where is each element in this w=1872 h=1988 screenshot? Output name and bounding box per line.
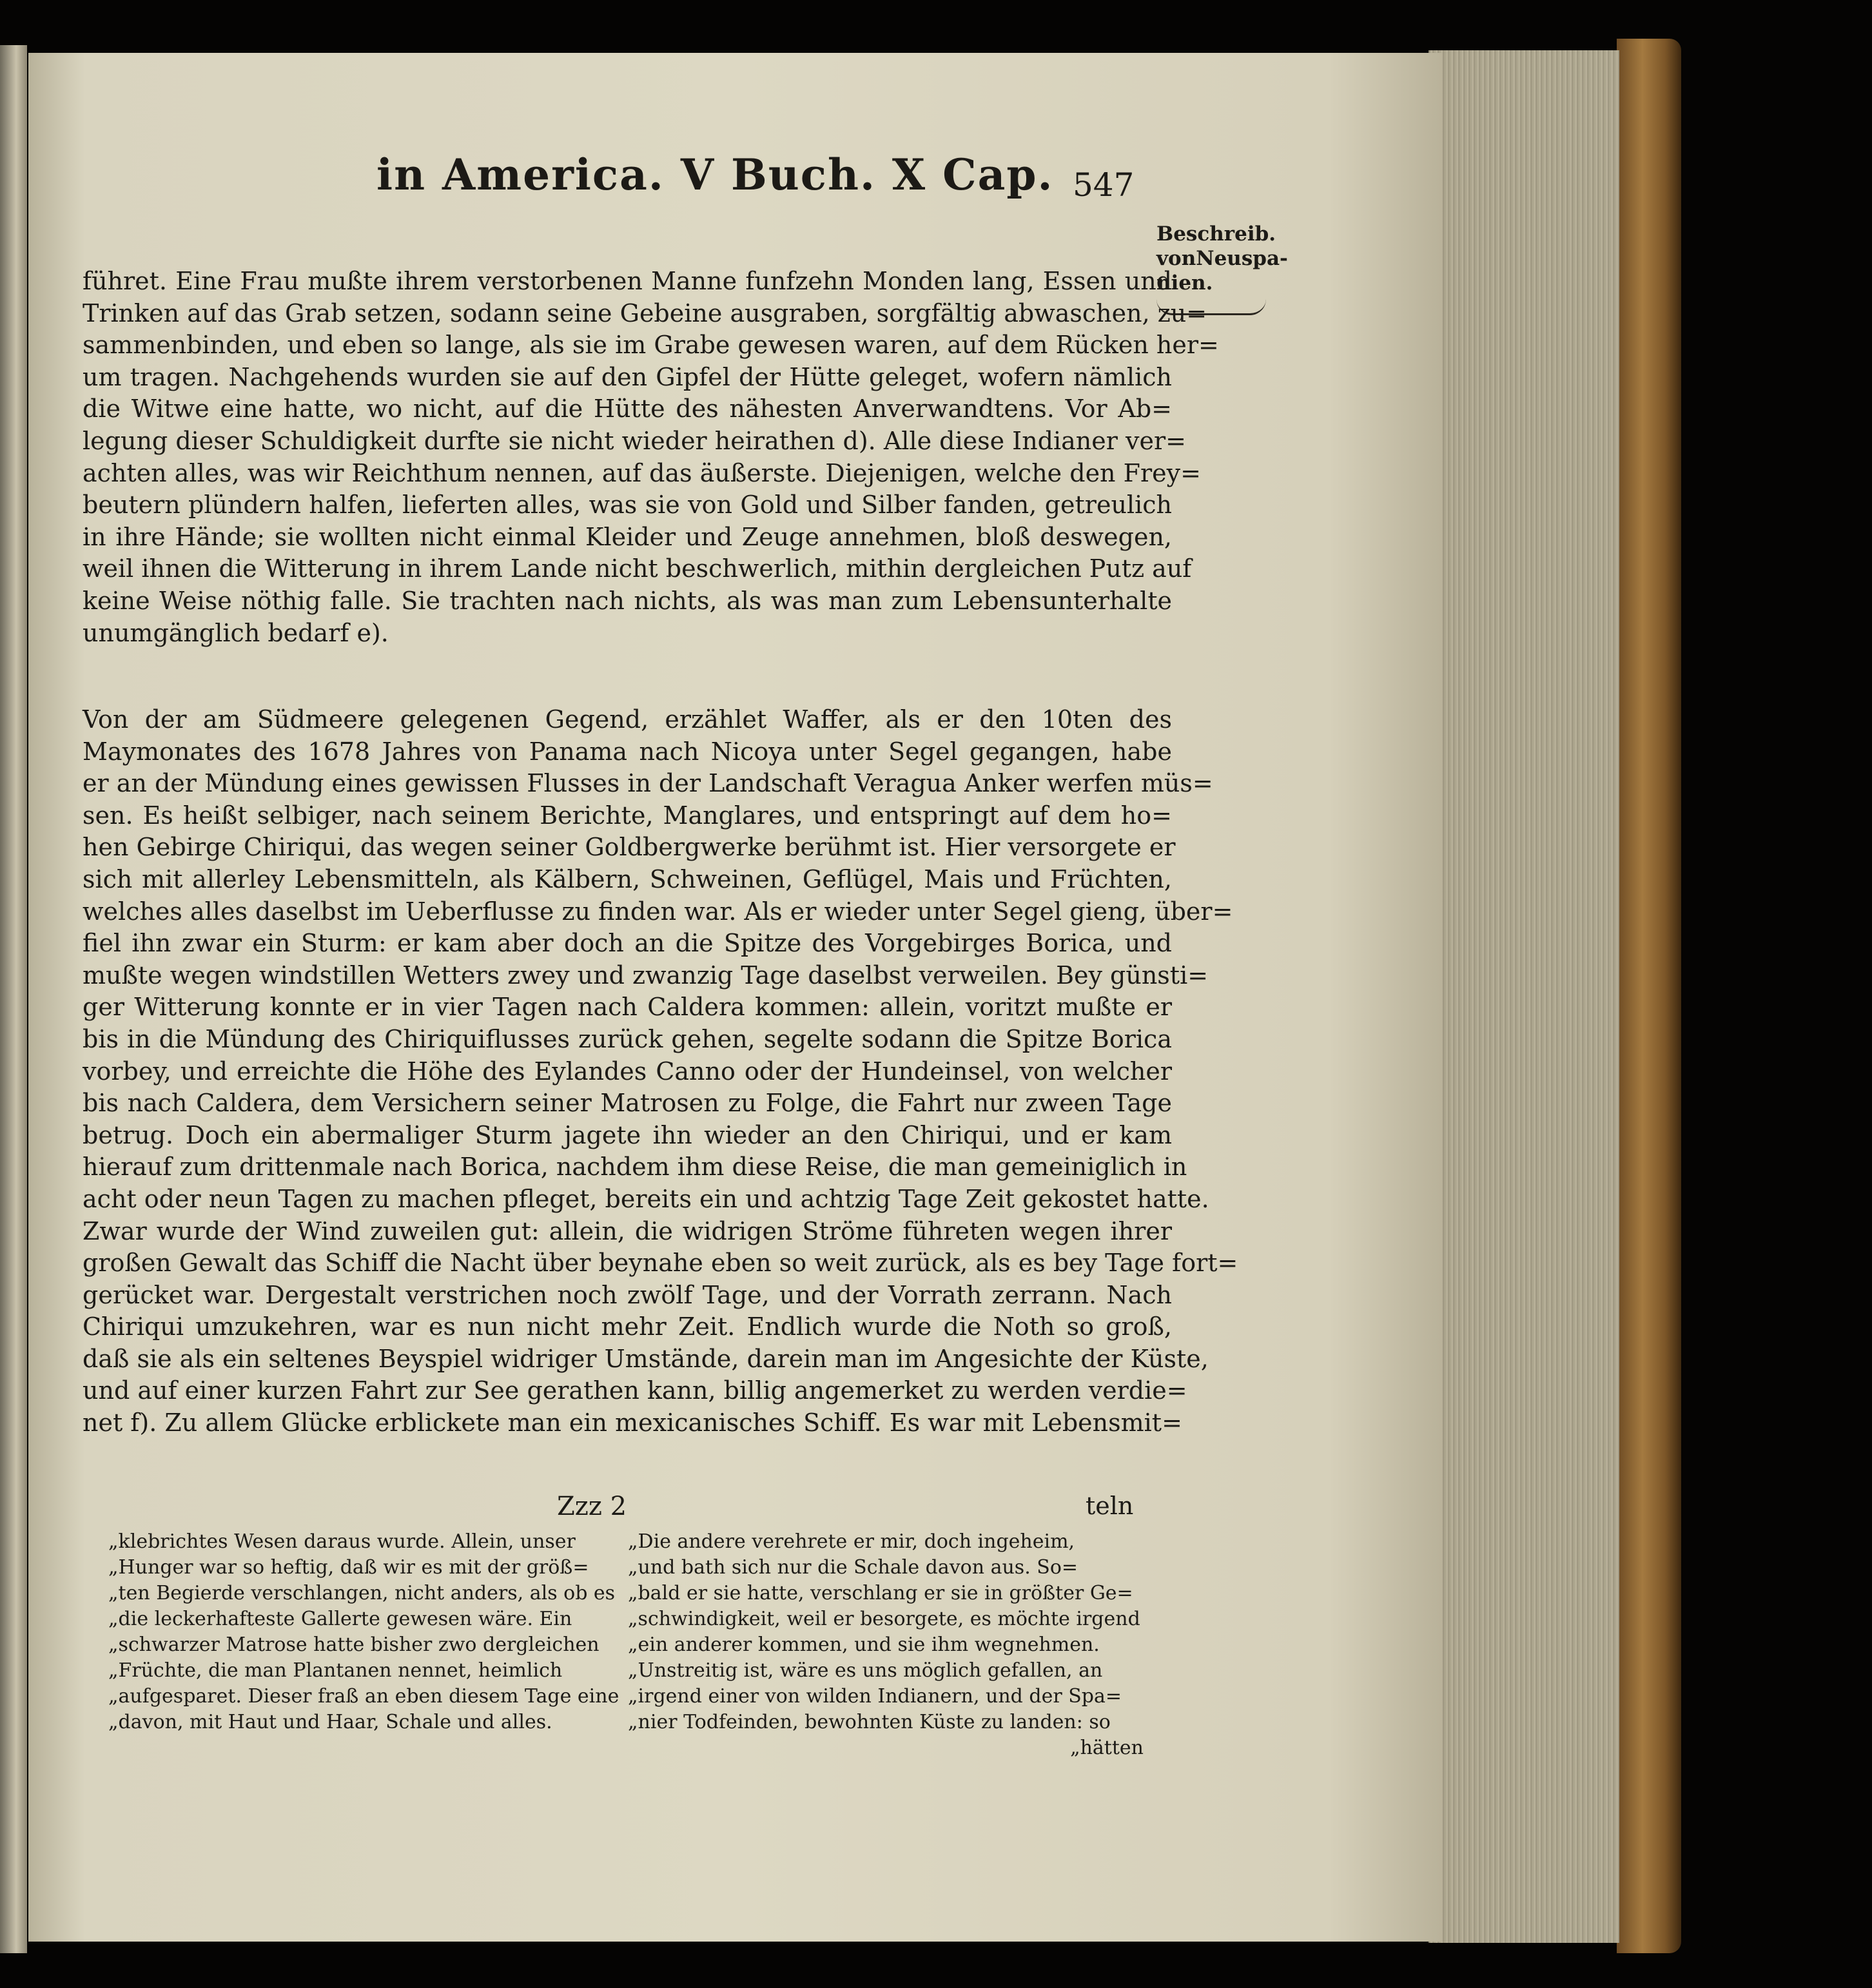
footnote-line: „schwindigkeit, weil er besorgete, es möchte irgend [628, 1608, 1140, 1630]
footnote-line: „bald er sie hatte, verschlang er sie in größter Ge= [628, 1582, 1133, 1604]
footnote-line: „Die andere verehrete er mir, doch ingeheim, [628, 1530, 1075, 1553]
footnote-line: „die leckerhafteste Gallerte gewesen wäre. Ein [108, 1608, 572, 1630]
running-head: in America. V Buch. X Cap. [376, 150, 1054, 200]
text-line: sich mit allerley Lebensmitteln, als Kälbern, Schweinen, Geflügel, Mais und Früchten, [83, 864, 1172, 893]
text-line: ger Witterung konnte er in vier Tagen nach Caldera kommen: allein, voritzt mußte er [83, 993, 1172, 1022]
book-page [28, 53, 1441, 1942]
text-line: gerücket war. Dergestalt verstrichen noch zwölf Tage, und der Vorrath zerrann. Nach [83, 1280, 1172, 1309]
text-line: er an der Mündung eines gewissen Flusses in der Landschaft Veragua Anker werfen müs= [83, 769, 1213, 798]
footnote-line: „irgend einer von wilden Indianern, und der Spa= [628, 1685, 1122, 1708]
text-line: um tragen. Nachgehends wurden sie auf den Gipfel der Hütte geleget, wofern nämlich [83, 362, 1172, 391]
text-line: Maymonates des 1678 Jahres von Panama nach Nicoya unter Segel gegangen, habe [83, 737, 1172, 766]
text-line: hen Gebirge Chiriqui, das wegen seiner Goldbergwerke berühmt ist. Hier versorgete er [83, 833, 1176, 862]
marginal-note-line: vonNeuspa- [1156, 247, 1288, 270]
text-line: Trinken auf das Grab setzen, sodann seine Gebeine ausgraben, sorgfältig abwaschen, zu= [83, 298, 1207, 327]
book-cover [1617, 39, 1681, 1953]
text-line: weil ihnen die Witterung in ihrem Lande nicht beschwerlich, mithin dergleichen Putz auf [83, 554, 1192, 583]
text-line: Chiriqui umzukehren, war es nun nicht mehr Zeit. Endlich wurde die Noth so groß, [83, 1312, 1172, 1341]
text-line: legung dieser Schuldigkeit durfte sie nicht wieder heirathen d). Alle diese Indianer ver= [83, 426, 1186, 455]
text-line: Zwar wurde der Wind zuweilen gut: allein, die widrigen Ströme führeten wegen ihrer [83, 1216, 1172, 1245]
text-line: großen Gewalt das Schiff die Nacht über beynahe eben so weit zurück, als es bey Tage fort= [83, 1249, 1238, 1278]
text-line: beutern plündern halfen, lieferten alles, was sie von Gold und Silber fanden, getreulich [83, 491, 1172, 520]
text-line: sen. Es heißt selbiger, nach seinem Berichte, Manglares, und entspringt auf dem ho= [83, 801, 1172, 830]
text-line: bis in die Mündung des Chiriquiflusses zurück gehen, segelte sodann die Spitze Borica [83, 1024, 1172, 1053]
footnote-column-left [108, 1529, 619, 1735]
footnote-column-right [628, 1529, 1144, 1761]
footnote-line: „schwarzer Matrose hatte bisher zwo dergleichen [108, 1633, 600, 1656]
footnote-line: „Früchte, die man Plantanen nennet, heimlich [108, 1659, 563, 1682]
footnote-line: „Hunger war so heftig, daß wir es mit der größ= [108, 1556, 589, 1579]
signature-mark: Zzz 2 [557, 1492, 627, 1521]
footnote-line: „und bath sich nur die Schale davon aus. So= [628, 1556, 1078, 1579]
footnote-line: „ten Begierde verschlangen, nicht anders, als ob es [108, 1582, 616, 1604]
text-line: achten alles, was wir Reichthum nennen, auf das äußerste. Diejenigen, welche den Frey= [83, 458, 1201, 487]
marginal-note-line: nien. [1156, 271, 1213, 295]
catchword: teln [1086, 1492, 1134, 1520]
text-line: die Witwe eine hatte, wo nicht, auf die Hütte des nähesten Anverwandtens. Vor Ab= [83, 395, 1172, 424]
text-line: welches alles daselbst im Ueberflusse zu finden war. Als er wieder unter Segel gieng, über= [83, 897, 1233, 926]
text-line: führet. Eine Frau mußte ihrem verstorbenen Manne funfzehn Monden lang, Essen und [83, 267, 1172, 295]
text-line: sammenbinden, und eben so lange, als sie im Grabe gewesen waren, auf dem Rücken her= [83, 331, 1219, 360]
footnote-line: „klebrichtes Wesen daraus wurde. Allein, unser [108, 1530, 576, 1553]
page-number: 547 [1073, 166, 1135, 204]
text-line: Von der am Südmeere gelegenen Gegend, erzählet Waffer, als er den 10ten des [83, 705, 1172, 734]
footnote-line: „aufgesparet. Dieser fraß an eben diesem Tage eine [108, 1685, 619, 1708]
text-line: acht oder neun Tagen zu machen pfleget, bereits ein und achtzig Tage Zeit gekostet hatte. [83, 1184, 1209, 1213]
text-line: daß sie als ein seltenes Beyspiel widriger Umstände, darein man im Angesichte der Küste, [83, 1344, 1209, 1373]
text-line: betrug. Doch ein abermaliger Sturm jagete ihn wieder an den Chiriqui, und er kam [83, 1120, 1172, 1149]
text-line: vorbey, und erreichte die Höhe des Eylandes Canno oder der Hundeinsel, von welcher [83, 1057, 1172, 1086]
page-edges [1428, 50, 1619, 1943]
text-line: hierauf zum drittenmale nach Borica, nachdem ihm diese Reise, die man gemeiniglich in [83, 1153, 1187, 1182]
footnote-line: „nier Todfeinden, bewohnten Küste zu landen: so [628, 1711, 1111, 1733]
footnote-line: „davon, mit Haut und Haar, Schale und alles. [108, 1711, 552, 1733]
text-line: keine Weise nöthig falle. Sie trachten nach nichts, als was man zum Lebensunterhalte [83, 586, 1172, 615]
footnote-line: „ein anderer kommen, und sie ihm wegnehmen. [628, 1633, 1100, 1656]
text-line: unumgänglich bedarf e). [83, 618, 389, 647]
text-line: bis nach Caldera, dem Versichern seiner Matrosen zu Folge, die Fahrt nur zween Tage [83, 1089, 1172, 1118]
text-line: und auf einer kurzen Fahrt zur See gerathen kann, billig angemerket zu werden verdie= [83, 1376, 1187, 1405]
text-line: net f). Zu allem Glücke erblickete man ein mexicanisches Schiff. Es war mit Lebensmit= [83, 1408, 1182, 1437]
footnote-catchword: „hätten [1070, 1737, 1144, 1759]
text-line: in ihre Hände; sie wollten nicht einmal Kleider und Zeuge annehmen, bloß deswegen, [83, 522, 1172, 551]
marginal-note-line: Beschreib. [1156, 222, 1276, 246]
footnote-line: „Unstreitig ist, wäre es uns möglich gefallen, an [628, 1659, 1103, 1682]
text-line: mußte wegen windstillen Wetters zwey und zwanzig Tage daselbst verweilen. Bey günsti= [83, 960, 1209, 989]
previous-page-edge [0, 45, 27, 1953]
paragraph [83, 704, 1238, 1439]
text-line: fiel ihn zwar ein Sturm: er kam aber doch an die Spitze des Vorgebirges Borica, und [83, 929, 1172, 958]
